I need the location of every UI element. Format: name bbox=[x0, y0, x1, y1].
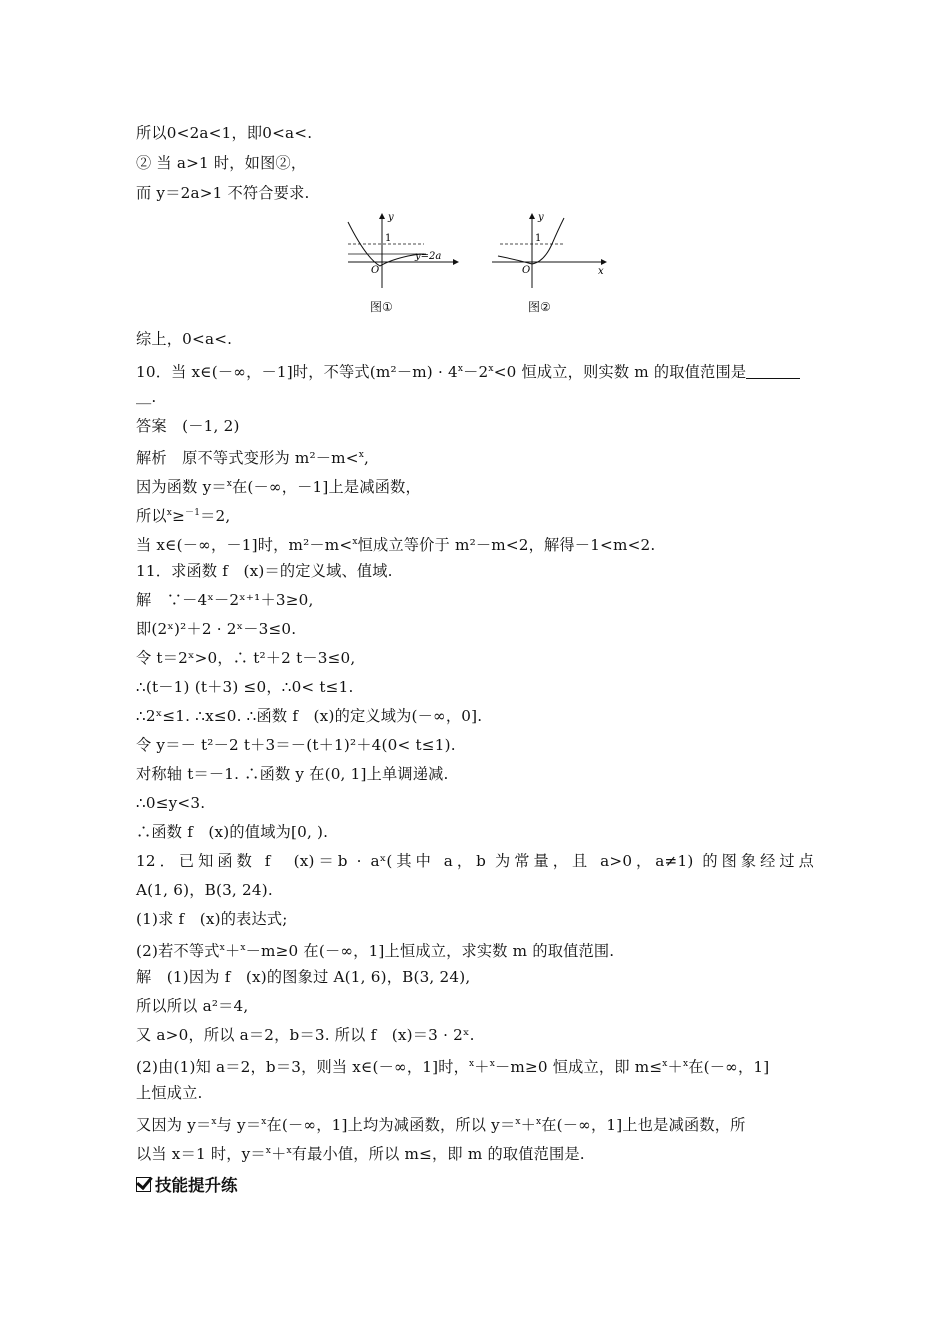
text-run: ＋ bbox=[520, 1116, 536, 1135]
text-run: 10．当 x∈(－∞，－1]时，不等式(m²－m) · 4 bbox=[136, 363, 458, 382]
text-run: ≥ bbox=[172, 507, 185, 526]
section-heading bbox=[136, 1172, 238, 1196]
text-run: 当 x∈(－∞，－1]时，m²－m< bbox=[136, 536, 353, 555]
one-label: 1 bbox=[535, 233, 542, 244]
text-run: －m≥0 恒成立，即 m≤ bbox=[494, 1058, 663, 1077]
line-label: y=2a bbox=[415, 251, 442, 262]
text-run: －m≥0 在(－∞，1]上恒成立，求实数 m 的取值范围. bbox=[245, 942, 615, 961]
text-line: 对称轴 t＝－1. ∴函数 y 在(0, 1]上单调递减. bbox=[136, 765, 449, 783]
superscript: x bbox=[489, 1059, 495, 1069]
text-line: ∴2ˣ≤1. ∴x≤0. ∴函数 f (x)的定义域为(－∞，0]. bbox=[136, 707, 483, 725]
problem-12: 12．已知函数 f (x)＝b · aˣ(其中 a，b 为常量，且 a>0，a≠1) 的图象经过点 bbox=[136, 852, 814, 870]
figure-1-caption: 图① bbox=[370, 300, 393, 314]
text-run: 在(－∞，－1]上是减函数， bbox=[232, 478, 421, 497]
figure-2-caption: 图② bbox=[528, 300, 551, 314]
y-axis-label: y bbox=[388, 212, 394, 223]
superscript: x bbox=[536, 1117, 542, 1127]
text-run: 因为函数 y＝ bbox=[136, 478, 227, 497]
superscript: x bbox=[469, 1059, 475, 1069]
text-run: , bbox=[364, 449, 370, 468]
figure-1-graph bbox=[344, 208, 464, 290]
superscript: x bbox=[682, 1059, 689, 1069]
checkbox-checked-icon bbox=[136, 1177, 151, 1192]
text-run: 所以 bbox=[136, 507, 167, 526]
superscript: x bbox=[358, 450, 364, 460]
text-line: (1)求 f (x)的表达式; bbox=[136, 910, 288, 928]
text-line: ② 当 a>1 时，如图②， bbox=[136, 154, 307, 172]
text-run: ＋ bbox=[271, 1145, 287, 1164]
superscript: x bbox=[261, 1117, 267, 1127]
text-line: 即(2ˣ)²＋2 · 2ˣ－3≤0. bbox=[136, 620, 297, 638]
section-title: 技能提升练 bbox=[155, 1176, 238, 1195]
text-run: <0 恒成立，则实数 m 的取值范围是 bbox=[493, 363, 747, 382]
problem-11: 11．求函数 f (x)＝的定义域、值域. bbox=[136, 562, 393, 580]
text-run: ＋ bbox=[667, 1058, 683, 1077]
text-run: 又因为 y＝ bbox=[136, 1116, 212, 1135]
text-line bbox=[136, 502, 230, 527]
text-run: －2 bbox=[463, 363, 489, 382]
text-run: ＝2, bbox=[200, 507, 231, 526]
text-run: 与 y＝ bbox=[216, 1116, 262, 1135]
superscript: x bbox=[211, 1117, 217, 1127]
text-run: 在(－∞，1]上均为减函数，所以 y＝ bbox=[266, 1116, 516, 1135]
text-run: (2)若不等式 bbox=[136, 942, 220, 961]
text-line bbox=[136, 444, 369, 469]
text-run: 恒成立等价于 m²－m<2，解得－1<m<2. bbox=[357, 536, 656, 555]
superscript: x bbox=[662, 1059, 668, 1069]
text-line bbox=[136, 1053, 769, 1078]
superscript: x bbox=[286, 1146, 292, 1156]
text-run: 在(－∞，1] bbox=[688, 1058, 770, 1077]
text-line: 解 (1)因为 f (x)的图象过 A(1, 6)，B(3, 24), bbox=[136, 968, 471, 986]
y-axis-label: y bbox=[538, 212, 544, 223]
text-line: 解 ∵－4ˣ－2ˣ⁺¹＋3≥0, bbox=[136, 591, 314, 609]
superscript: －1 bbox=[185, 508, 201, 518]
text-line: 所以0<2a<1，即0<a<. bbox=[136, 124, 313, 142]
superscript: x bbox=[226, 479, 233, 489]
text-run: 以当 x＝1 时，y＝ bbox=[136, 1145, 266, 1164]
text-line bbox=[136, 937, 614, 962]
superscript: x bbox=[488, 364, 494, 374]
superscript: x bbox=[515, 1117, 521, 1127]
answer-line: 答案 (－1, 2) bbox=[136, 417, 240, 435]
text-line: ∴函数 f (x)的值域为[0, ). bbox=[136, 823, 329, 841]
origin-label: O bbox=[371, 265, 380, 276]
problem-10 bbox=[136, 358, 800, 383]
answer-blank bbox=[746, 364, 800, 379]
text-line: 上恒成立. bbox=[136, 1084, 203, 1102]
figure-group bbox=[344, 208, 624, 314]
text-line: 令 y＝－ t²－2 t＋3＝－(t＋1)²＋4(0< t≤1). bbox=[136, 736, 456, 754]
text-line: A(1, 6)，B(3, 24). bbox=[136, 881, 273, 899]
x-axis-label: x bbox=[598, 266, 604, 277]
text-line bbox=[136, 1111, 746, 1136]
text-line: 令 t＝2ˣ>0，∴ t²＋2 t－3≤0, bbox=[136, 649, 356, 667]
text-run: (2)由(1)知 a＝2，b＝3，则当 x∈(－∞，1]时， bbox=[136, 1058, 470, 1077]
superscript: x bbox=[265, 1146, 272, 1156]
superscript: x bbox=[457, 364, 464, 374]
text-line bbox=[136, 1140, 585, 1165]
text-line: 综上，0<a<. bbox=[136, 330, 233, 348]
superscript: x bbox=[352, 537, 358, 547]
text-line: 所以所以 a²＝4, bbox=[136, 997, 249, 1015]
text-line: 又 a>0，所以 a＝2，b＝3. 所以 f (x)＝3 · 2ˣ. bbox=[136, 1026, 475, 1044]
text-run: ＋ bbox=[224, 942, 241, 961]
text-run: 在(－∞，1]上也是减函数，所 bbox=[541, 1116, 746, 1135]
text-run: 有最小值，所以 m≤，即 m 的取值范围是. bbox=[291, 1145, 585, 1164]
origin-label: O bbox=[522, 265, 531, 276]
superscript: x bbox=[240, 943, 246, 953]
figure-2-graph bbox=[492, 208, 612, 290]
text-line: ∴0≤y<3. bbox=[136, 794, 206, 812]
one-label: 1 bbox=[385, 233, 392, 244]
text-line: 而 y＝2a>1 不符合要求. bbox=[136, 184, 310, 202]
superscript: x bbox=[166, 508, 173, 518]
text-line: ∴(t－1) (t＋3) ≤0，∴0< t≤1. bbox=[136, 678, 354, 696]
text-run: ＋ bbox=[474, 1058, 490, 1077]
text-line bbox=[136, 531, 655, 556]
text-line: ＿. bbox=[136, 388, 157, 406]
superscript: x bbox=[219, 943, 225, 953]
text-line bbox=[136, 473, 421, 498]
text-run: 解析 原不等式变形为 m²－m< bbox=[136, 449, 359, 468]
